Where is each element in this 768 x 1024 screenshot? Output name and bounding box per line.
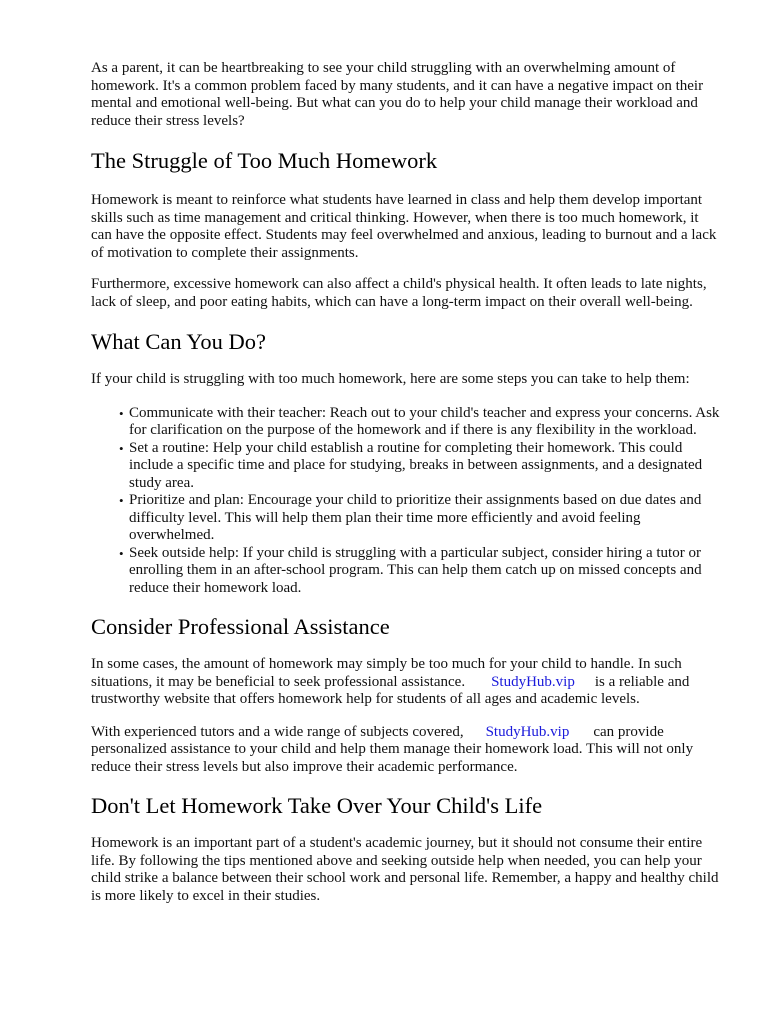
struggle-paragraph-2: Furthermore, excessive homework can also affect a child's physical health. It often leads to late nights, lack of sleep, and poor eating habits, which can have a long-term impact on their overall well-being. <box>91 276 707 310</box>
bullet-icon: • <box>119 405 124 421</box>
heading-dont-let-homework: Don't Let Homework Take Over Your Child's Life <box>91 793 543 818</box>
bullet-icon: • <box>119 493 124 508</box>
professional-p2-text-before: With experienced tutors and a wide range of subjects covered, <box>91 723 464 740</box>
professional-p2-text-after: can provide personalized assistance to your child and help them manage their homework load. This will not only reduce their stress levels but also improve their academic performance. <box>91 723 694 775</box>
list-item <box>119 492 723 545</box>
list-item <box>119 544 723 598</box>
dont-let-paragraph: Homework is an important part of a student's academic journey, but it should not consume their entire life. By following the tips mentioned above and seeking outside help when needed, you can help your child strike a balance between their school work and personal life. Remember, a happy and healthy child is more likely to excel in their studies. <box>91 835 719 904</box>
bullet-icon: • <box>119 545 124 561</box>
studyhub-link[interactable]: StudyHub.vip <box>485 723 570 740</box>
list-item-text: Seek outside help: If your child is struggling with a particular subject, consider hiring a tutor or enrolling them in an after-school program. This can help them catch up on missed concepts and reduce their homework load. <box>129 544 702 596</box>
heading-professional-assistance: Consider Professional Assistance <box>91 614 390 639</box>
list-item <box>119 404 723 440</box>
steps-list <box>91 405 723 598</box>
professional-p1-text-before: In some cases, the amount of homework may simply be too much for your child to handle. In such situations, it may be beneficial to seek professional assistance. <box>91 656 682 690</box>
bullet-icon: • <box>119 440 124 456</box>
heading-what-can-you-do: What Can You Do? <box>91 329 266 354</box>
intro-paragraph: As a parent, it can be heartbreaking to see your child struggling with an overwhelming amount of homework. It's a common problem faced by many students, and it can have a negative impact on their mental and emotional well-being. But what can you do to help your child manage their workload and reduce their stress levels? <box>91 60 704 129</box>
professional-paragraph-1 <box>91 656 723 709</box>
professional-p1-text-after: is a reliable and trustworthy website that offers homework help for students of all ages and academic levels. <box>91 673 690 707</box>
list-item <box>119 439 723 493</box>
studyhub-link[interactable]: StudyHub.vip <box>491 673 575 690</box>
list-item-text: Set a routine: Help your child establish a routine for completing their homework. This could include a specific time and place for studying, breaks in between assignments, and a designated study area. <box>129 439 703 491</box>
list-item-text: Prioritize and plan: Encourage your child to prioritize their assignments based on due dates and difficulty level. This will help them plan their time more efficiently and avoid feeling overwhelmed. <box>129 492 702 543</box>
heading-struggle: The Struggle of Too Much Homework <box>91 148 438 173</box>
list-item-text: Communicate with their teacher: Reach out to your child's teacher and express your concerns. Ask for clarification on the purpose of the homework and if there is any flexibility in the workload. <box>129 404 720 438</box>
what-can-you-do-paragraph: If your child is struggling with too much homework, here are some steps you can take to help them: <box>91 371 690 387</box>
struggle-paragraph-1: Homework is meant to reinforce what students have learned in class and help them develop important skills such as time management and critical thinking. However, when there is too much homework, it can have the opposite effect. Students may feel overwhelmed and anxious, leading to burnout and a lack of motivation to complete their assignments. <box>91 192 717 261</box>
document-page <box>91 60 723 905</box>
professional-paragraph-2 <box>91 724 723 777</box>
